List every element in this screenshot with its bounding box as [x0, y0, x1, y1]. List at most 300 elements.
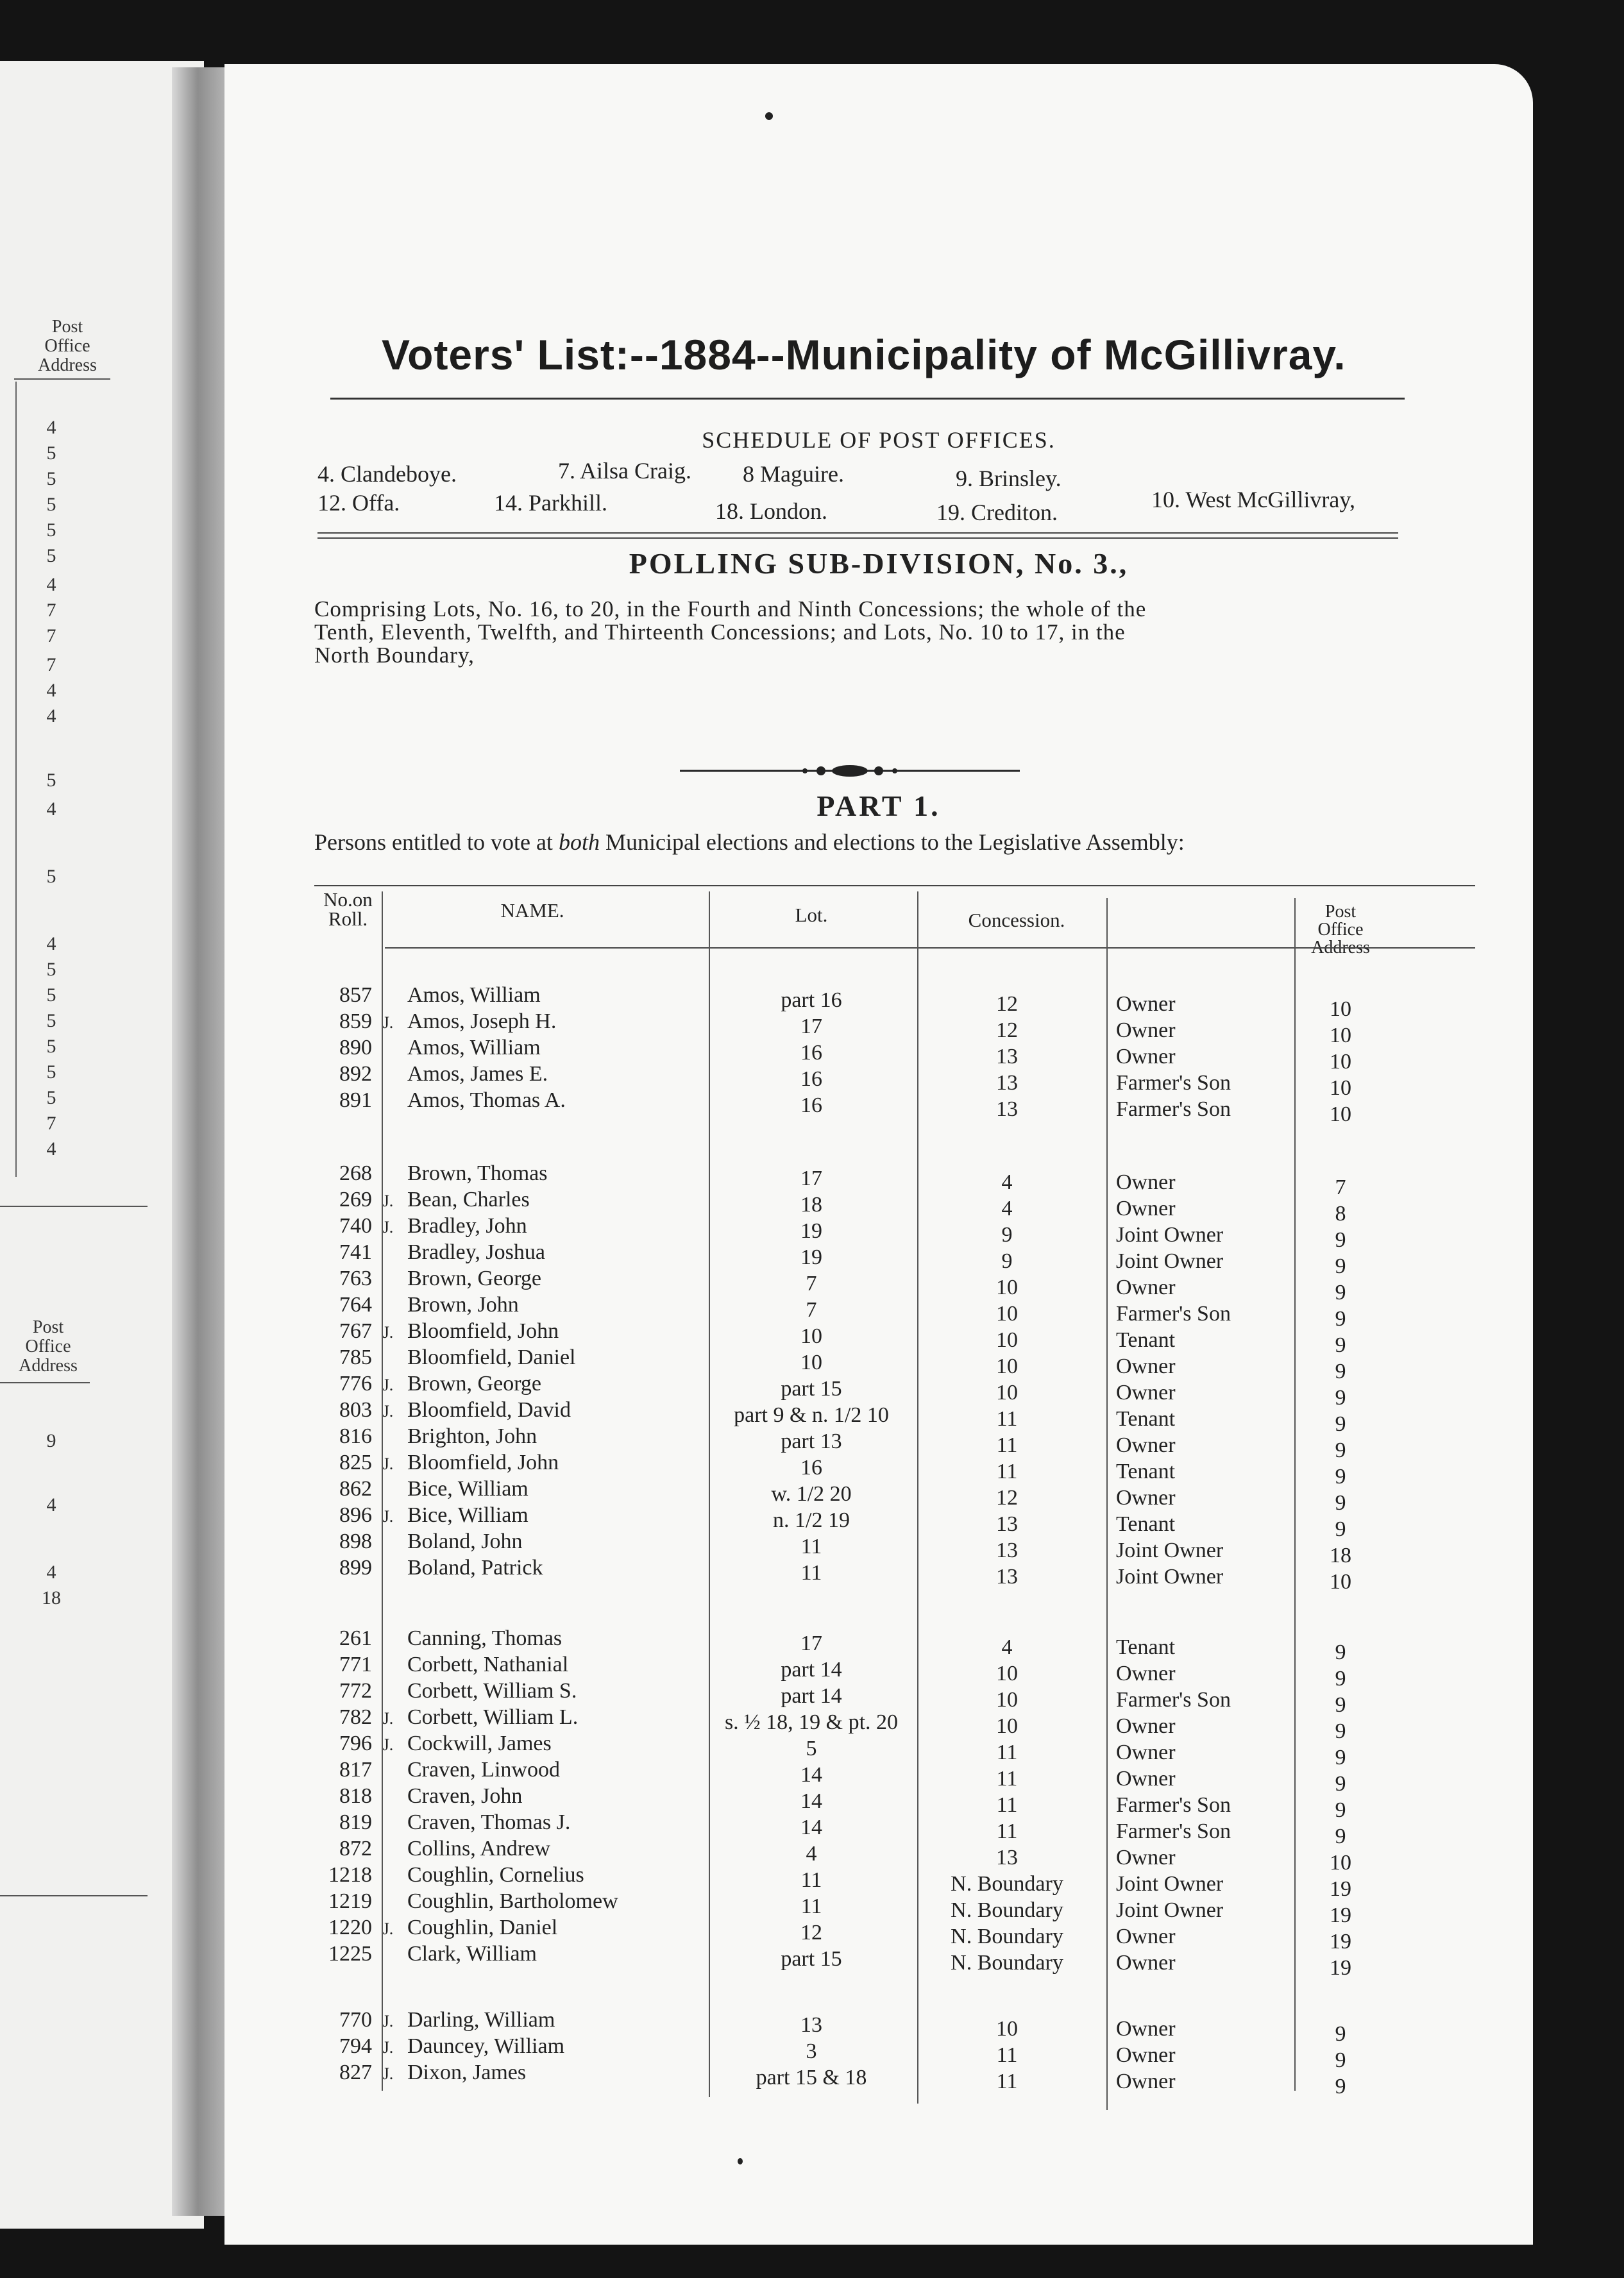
- roll-number: 1225: [328, 1942, 372, 1966]
- concession-value: 10: [996, 1714, 1018, 1738]
- roll-number: 764: [339, 1293, 372, 1317]
- roll-number: 891: [339, 1088, 372, 1112]
- left-address-value: 7: [46, 625, 56, 646]
- roll-number: 772: [339, 1679, 372, 1703]
- lot-value: 10: [800, 1324, 822, 1348]
- left-address-value: 7: [46, 654, 56, 675]
- roll-number: 872: [339, 1837, 372, 1860]
- post-office-value: 9: [1335, 1491, 1346, 1515]
- voter-name: Bloomfield, David: [407, 1398, 571, 1422]
- lot-value: part 9 & n. 1/2 10: [734, 1403, 889, 1427]
- voter-status: Joint Owner: [1116, 1539, 1224, 1562]
- lot-value: 11: [800, 1535, 822, 1558]
- voter-name: Collins, Andrew: [407, 1837, 550, 1860]
- roll-number: 269: [339, 1188, 372, 1211]
- column-rule-concession: [917, 891, 918, 2104]
- left-header-line: Post: [51, 317, 83, 337]
- voter-name: Brown, George: [407, 1372, 541, 1396]
- concession-value: 10: [996, 1276, 1018, 1299]
- voter-status: Owner: [1116, 1662, 1176, 1685]
- voter-status: Tenant: [1116, 1328, 1176, 1352]
- voter-status: Owner: [1116, 1741, 1176, 1764]
- concession-value: N. Boundary: [951, 1872, 1063, 1896]
- post-office-value: 19: [1330, 1903, 1351, 1927]
- voter-name: Bice, William: [407, 1477, 529, 1501]
- roll-number: 268: [339, 1161, 372, 1185]
- entitled-text-1: Persons entitled to vote at: [314, 829, 559, 855]
- lot-value: w. 1/2 20: [771, 1482, 852, 1506]
- voter-status: Farmer's Son: [1116, 1071, 1231, 1095]
- post-office-value: 9: [1335, 1439, 1346, 1462]
- schedule-heading: SCHEDULE OF POST OFFICES.: [702, 427, 1056, 453]
- voter-name: Darling, William: [407, 2008, 555, 2032]
- post-office-value: 8: [1335, 1202, 1346, 1226]
- concession-value: 11: [996, 1433, 1018, 1457]
- post-office-value: 9: [1335, 1360, 1346, 1383]
- header-roll: [308, 890, 388, 929]
- concession-value: 11: [996, 1460, 1018, 1483]
- voter-status: Owner: [1116, 1045, 1176, 1068]
- lot-value: 11: [800, 1868, 822, 1892]
- voter-status: Owner: [1116, 1433, 1176, 1457]
- page-gutter: [172, 67, 230, 2216]
- concession-value: N. Boundary: [951, 1925, 1063, 1948]
- post-office-value: 10: [1330, 1024, 1351, 1047]
- voter-status: Tenant: [1116, 1512, 1176, 1536]
- left-address-value: 7: [46, 600, 56, 621]
- voter-status: Owner: [1116, 1486, 1176, 1510]
- roll-number: 896: [339, 1503, 372, 1527]
- concession-value: 13: [996, 1071, 1018, 1095]
- header-post-office: [1296, 903, 1385, 957]
- voter-status: Owner: [1116, 2017, 1176, 2041]
- post-office-7: 7. Ailsa Craig.: [558, 458, 691, 484]
- voter-status: Owner: [1116, 1018, 1176, 1042]
- post-office-value: 9: [1335, 1228, 1346, 1252]
- lot-value: 14: [800, 1789, 822, 1813]
- roll-number: 741: [339, 1240, 372, 1264]
- polling-subdivision-heading: POLLING SUB-DIVISION, No. 3.,: [629, 547, 1129, 580]
- concession-value: 12: [996, 992, 1018, 1016]
- post-office-value: 9: [1335, 1517, 1346, 1541]
- roll-number: 816: [339, 1424, 372, 1448]
- page-title: Voters' List:--1884--Municipality of McGillivray.: [382, 331, 1346, 378]
- voter-status: Owner: [1116, 2070, 1176, 2093]
- juror-mark: J.: [382, 1507, 394, 1526]
- concession-value: 13: [996, 1565, 1018, 1589]
- entitled-emphasis: both: [558, 829, 600, 855]
- voter-status: Owner: [1116, 2043, 1176, 2067]
- juror-mark: J.: [382, 1192, 394, 1210]
- voter-status: Owner: [1116, 1170, 1176, 1194]
- comprising-line-1: Comprising Lots, No. 16, to 20, in the Fourth and Ninth Concessions; the whole of the: [314, 596, 1147, 621]
- voter-name: Craven, Linwood: [407, 1758, 560, 1782]
- roll-number: 892: [339, 1062, 372, 1086]
- concession-value: 11: [996, 1741, 1018, 1764]
- schedule-rule-2: [317, 537, 1398, 539]
- left-address-value: 5: [46, 1010, 56, 1031]
- schedule-rule: [317, 532, 1398, 534]
- post-office-19: 19. Crediton.: [936, 500, 1058, 525]
- post-office-10: 10. West McGillivray,: [1151, 487, 1356, 512]
- left-header-rule: [14, 378, 110, 380]
- left-address-value: 5: [46, 443, 56, 464]
- concession-value: 13: [996, 1512, 1018, 1536]
- left-address-value: 5: [46, 494, 56, 515]
- left-address-value: 5: [46, 468, 56, 489]
- post-office-value: 9: [1335, 1333, 1346, 1357]
- post-office-value: 9: [1335, 1641, 1346, 1664]
- lot-value: 18: [800, 1193, 822, 1217]
- header-concession: Concession.: [968, 909, 1065, 931]
- left-header-line: Address: [38, 355, 97, 375]
- juror-mark: J.: [382, 1919, 394, 1938]
- roll-number: 857: [339, 983, 372, 1007]
- post-office-value: 9: [1335, 1746, 1346, 1769]
- left-column-rule: [15, 382, 17, 1177]
- voter-name: Amos, Thomas A.: [407, 1088, 566, 1112]
- lot-value: 4: [806, 1842, 817, 1866]
- post-office-value: 9: [1335, 1798, 1346, 1822]
- left-address-value: 7: [46, 1113, 56, 1134]
- roll-number: 770: [339, 2008, 372, 2032]
- header-roll-line-2: Roll.: [328, 907, 368, 930]
- post-office-value: 9: [1335, 2075, 1346, 2098]
- voter-name: Amos, James E.: [407, 1062, 548, 1086]
- lot-value: 16: [800, 1067, 822, 1091]
- lot-value: 3: [806, 2039, 817, 2063]
- juror-mark: J.: [382, 1323, 394, 1342]
- roll-number: 261: [339, 1626, 372, 1650]
- roll-number: 794: [339, 2034, 372, 2058]
- post-office-value: 9: [1335, 1307, 1346, 1331]
- left-address-value-bottom: 4: [46, 1562, 56, 1583]
- voter-name: Corbett, Nathanial: [407, 1653, 569, 1676]
- lot-value: 7: [806, 1298, 817, 1322]
- concession-value: 13: [996, 1045, 1018, 1068]
- lot-value: 16: [800, 1041, 822, 1065]
- roll-number: 803: [339, 1398, 372, 1422]
- juror-mark: J.: [382, 1735, 394, 1754]
- left-address-value: 5: [46, 1036, 56, 1057]
- concession-value: 10: [996, 2017, 1018, 2041]
- concession-value: 13: [996, 1539, 1018, 1562]
- header-po-line-1: Post: [1324, 902, 1357, 922]
- voter-name: Brighton, John: [407, 1424, 537, 1448]
- concession-value: 10: [996, 1662, 1018, 1685]
- concession-value: 11: [996, 2070, 1018, 2093]
- lot-value: 19: [800, 1219, 822, 1243]
- post-office-value: 9: [1335, 2022, 1346, 2046]
- lot-value: 16: [800, 1456, 822, 1480]
- concession-value: 10: [996, 1688, 1018, 1712]
- header-name: NAME.: [500, 899, 564, 922]
- lot-value: 19: [800, 1245, 822, 1269]
- post-office-9: 9. Brinsley.: [956, 466, 1062, 491]
- post-office-value: 10: [1330, 1076, 1351, 1100]
- left-address-value: 5: [46, 519, 56, 541]
- left-section-rule-2: [0, 1895, 148, 1896]
- voter-status: Tenant: [1116, 1407, 1176, 1431]
- header-roll-line-1: No.on: [323, 888, 373, 911]
- concession-value: 13: [996, 1097, 1018, 1121]
- post-office-value: 9: [1335, 1667, 1346, 1691]
- roll-number: 771: [339, 1653, 372, 1676]
- juror-mark: J.: [382, 1709, 394, 1728]
- post-office-value: 9: [1335, 1386, 1346, 1410]
- header-lot: Lot.: [795, 904, 828, 926]
- juror-mark: J.: [382, 2064, 394, 2083]
- concession-value: 9: [1001, 1249, 1013, 1273]
- left-address-value: 4: [46, 933, 56, 954]
- lot-value: 17: [800, 1632, 822, 1655]
- roll-number: 825: [339, 1451, 372, 1474]
- left-address-value: 4: [46, 705, 56, 727]
- voter-name: Bloomfield, John: [407, 1451, 559, 1474]
- voter-status: Joint Owner: [1116, 1898, 1224, 1922]
- lot-value: part 13: [781, 1430, 842, 1453]
- roll-number: 819: [339, 1810, 372, 1834]
- voter-status: Tenant: [1116, 1460, 1176, 1483]
- lot-value: n. 1/2 19: [773, 1508, 850, 1532]
- voter-status: Owner: [1116, 1767, 1176, 1791]
- voter-name: Dixon, James: [407, 2061, 527, 2084]
- header-po-line-2: Office: [1317, 920, 1364, 940]
- voter-name: Corbett, William L.: [407, 1705, 579, 1729]
- entitled-text-2: Municipal elections and elections to the Legislative Assembly:: [599, 829, 1185, 855]
- voter-status: Owner: [1116, 1381, 1176, 1405]
- voter-name: Bice, William: [407, 1503, 529, 1527]
- voter-status: Tenant: [1116, 1635, 1176, 1659]
- voter-name: Bloomfield, John: [407, 1319, 559, 1343]
- post-office-value: 9: [1335, 1281, 1346, 1304]
- ornament-divider: [680, 763, 1020, 779]
- roll-number: 785: [339, 1346, 372, 1369]
- post-office-18: 18. London.: [715, 498, 827, 524]
- left-address-value-bottom: 4: [46, 1494, 56, 1515]
- voter-status: Farmer's Son: [1116, 1097, 1231, 1121]
- left-section-rule: [0, 1206, 148, 1207]
- voter-status: Farmer's Son: [1116, 1819, 1231, 1843]
- post-office-value: 9: [1335, 1719, 1346, 1743]
- column-rule-status: [1106, 898, 1108, 2110]
- voter-name: Boland, John: [407, 1530, 523, 1553]
- juror-mark: J.: [382, 2038, 394, 2057]
- voter-name: Amos, William: [407, 1036, 541, 1059]
- comprising-paragraph: [314, 598, 1405, 667]
- left-address-value: 4: [46, 417, 56, 438]
- lot-value: 16: [800, 1093, 822, 1117]
- voter-name: Coughlin, Bartholomew: [407, 1889, 618, 1913]
- concession-value: 13: [996, 1846, 1018, 1869]
- post-office-8: 8 Maguire.: [743, 461, 844, 487]
- roll-number: 782: [339, 1705, 372, 1729]
- post-office-value: 9: [1335, 1825, 1346, 1848]
- voter-name: Coughlin, Cornelius: [407, 1863, 584, 1887]
- page-speck: [765, 112, 773, 120]
- voter-status: Owner: [1116, 1951, 1176, 1975]
- voter-name: Bradley, John: [407, 1214, 527, 1238]
- concession-value: 4: [1001, 1170, 1013, 1194]
- post-office-value: 10: [1330, 997, 1351, 1021]
- post-office-value: 9: [1335, 1772, 1346, 1796]
- voter-status: Farmer's Son: [1116, 1688, 1231, 1712]
- lot-value: 12: [800, 1921, 822, 1945]
- voter-status: Farmer's Son: [1116, 1793, 1231, 1817]
- roll-number: 862: [339, 1477, 372, 1501]
- title-rule: [330, 398, 1405, 400]
- concession-value: 12: [996, 1486, 1018, 1510]
- header-bottom-rule: [385, 947, 1475, 949]
- concession-value: N. Boundary: [951, 1898, 1063, 1922]
- post-office-value: 9: [1335, 2048, 1346, 2072]
- concession-value: 4: [1001, 1635, 1013, 1659]
- voter-name: Coughlin, Daniel: [407, 1916, 558, 1939]
- left-header-line: Address: [19, 1356, 78, 1376]
- left-post-office-header-2: [0, 1318, 96, 1376]
- voter-name: Cockwill, James: [407, 1732, 552, 1755]
- roll-number: 763: [339, 1267, 372, 1290]
- juror-mark: J.: [382, 1455, 394, 1473]
- roll-number: 818: [339, 1784, 372, 1808]
- voter-name: Amos, William: [407, 983, 541, 1007]
- voter-status: Owner: [1116, 1846, 1176, 1869]
- left-address-value: 4: [46, 680, 56, 701]
- voter-name: Bradley, Joshua: [407, 1240, 545, 1264]
- concession-value: 11: [996, 1819, 1018, 1843]
- left-address-value: 4: [46, 798, 56, 820]
- roll-number: 817: [339, 1758, 372, 1782]
- voter-status: Owner: [1116, 992, 1176, 1016]
- voter-status: Joint Owner: [1116, 1223, 1224, 1247]
- header-po-line-3: Address: [1311, 938, 1370, 958]
- voter-status: Farmer's Son: [1116, 1302, 1231, 1326]
- post-office-4: 4. Clandeboye.: [317, 461, 457, 487]
- page-speck-2: [738, 2158, 743, 2164]
- lot-value: 11: [800, 1894, 822, 1918]
- roll-number: 898: [339, 1530, 372, 1553]
- lot-value: 14: [800, 1763, 822, 1787]
- left-address-value: 5: [46, 984, 56, 1006]
- post-office-value: 19: [1330, 1956, 1351, 1980]
- juror-mark: J.: [382, 1402, 394, 1421]
- voter-name: Brown, George: [407, 1267, 541, 1290]
- left-header-line: Post: [32, 1317, 64, 1337]
- concession-value: 10: [996, 1381, 1018, 1405]
- lot-value: 10: [800, 1351, 822, 1374]
- concession-value: N. Boundary: [951, 1951, 1063, 1975]
- post-office-value: 18: [1330, 1544, 1351, 1567]
- voter-name: Dauncey, William: [407, 2034, 565, 2058]
- roll-number: 859: [339, 1009, 372, 1033]
- roll-number: 890: [339, 1036, 372, 1059]
- concession-value: 10: [996, 1302, 1018, 1326]
- lot-value: part 15 & 18: [756, 2066, 867, 2089]
- post-office-value: 9: [1335, 1254, 1346, 1278]
- comprising-line-2: Tenth, Eleventh, Twelfth, and Thirteenth Concessions; and Lots, No. 10 to 17, in the: [314, 620, 1126, 645]
- left-address-value: 4: [46, 1138, 56, 1160]
- left-address-value: 5: [46, 959, 56, 980]
- voter-name: Boland, Patrick: [407, 1556, 543, 1580]
- juror-mark: J.: [382, 1013, 394, 1032]
- post-office-value: 10: [1330, 1102, 1351, 1126]
- voter-name: Craven, John: [407, 1784, 523, 1808]
- table-top-rule: [314, 885, 1475, 886]
- lot-value: 17: [800, 1015, 822, 1038]
- post-office-value: 10: [1330, 1050, 1351, 1074]
- post-office-value: 9: [1335, 1693, 1346, 1717]
- post-office-value: 9: [1335, 1465, 1346, 1489]
- roll-number: 767: [339, 1319, 372, 1343]
- post-office-value: 19: [1330, 1930, 1351, 1953]
- voter-status: Joint Owner: [1116, 1872, 1224, 1896]
- lot-value: part 14: [781, 1684, 842, 1708]
- left-address-value: 5: [46, 545, 56, 566]
- concession-value: 11: [996, 1407, 1018, 1431]
- voter-name: Brown, Thomas: [407, 1161, 548, 1185]
- lot-value: s. ½ 18, 19 & pt. 20: [724, 1710, 899, 1734]
- left-address-value-bottom: 18: [42, 1587, 61, 1608]
- concession-value: 12: [996, 1018, 1018, 1042]
- post-office-value: 19: [1330, 1877, 1351, 1901]
- lot-value: 11: [800, 1561, 822, 1585]
- left-address-value: 5: [46, 1087, 56, 1108]
- concession-value: 11: [996, 2043, 1018, 2067]
- voter-name: Corbett, William S.: [407, 1679, 577, 1703]
- left-header-line: Office: [44, 336, 90, 356]
- lot-value: 14: [800, 1816, 822, 1839]
- roll-number: 1218: [328, 1863, 372, 1887]
- post-office-value: 10: [1330, 1570, 1351, 1594]
- left-address-value: 5: [46, 1061, 56, 1083]
- juror-mark: J.: [382, 1218, 394, 1236]
- lot-value: part 14: [781, 1658, 842, 1682]
- lot-value: part 16: [781, 988, 842, 1012]
- concession-value: 11: [996, 1767, 1018, 1791]
- post-office-value: 7: [1335, 1176, 1346, 1199]
- concession-value: 9: [1001, 1223, 1013, 1247]
- lot-value: part 15: [781, 1947, 842, 1971]
- left-address-value: 4: [46, 574, 56, 595]
- voter-name: Bean, Charles: [407, 1188, 530, 1211]
- left-address-value: 5: [46, 866, 56, 887]
- concession-value: 4: [1001, 1197, 1013, 1220]
- left-post-office-header: [19, 317, 115, 375]
- concession-value: 11: [996, 1793, 1018, 1817]
- roll-number: 776: [339, 1372, 372, 1396]
- column-rule-name: [382, 891, 383, 2091]
- left-address-value: 5: [46, 770, 56, 791]
- comprising-line-3: North Boundary,: [314, 643, 475, 668]
- lot-value: 7: [806, 1272, 817, 1295]
- column-rule-post-office: [1294, 898, 1296, 2091]
- voters-list-page: [224, 64, 1533, 2245]
- roll-number: 1219: [328, 1889, 372, 1913]
- voter-name: Craven, Thomas J.: [407, 1810, 571, 1834]
- lot-value: 13: [800, 2013, 822, 2037]
- juror-mark: J.: [382, 2012, 394, 2030]
- post-office-value: 9: [1335, 1412, 1346, 1436]
- roll-number: 796: [339, 1732, 372, 1755]
- juror-mark: J.: [382, 1376, 394, 1394]
- left-address-value-bottom: 9: [46, 1430, 56, 1451]
- lot-value: part 15: [781, 1377, 842, 1401]
- lot-value: 17: [800, 1167, 822, 1190]
- part-heading: PART 1.: [816, 789, 941, 822]
- lot-value: 5: [806, 1737, 817, 1760]
- voter-status: Joint Owner: [1116, 1249, 1224, 1273]
- concession-value: 10: [996, 1328, 1018, 1352]
